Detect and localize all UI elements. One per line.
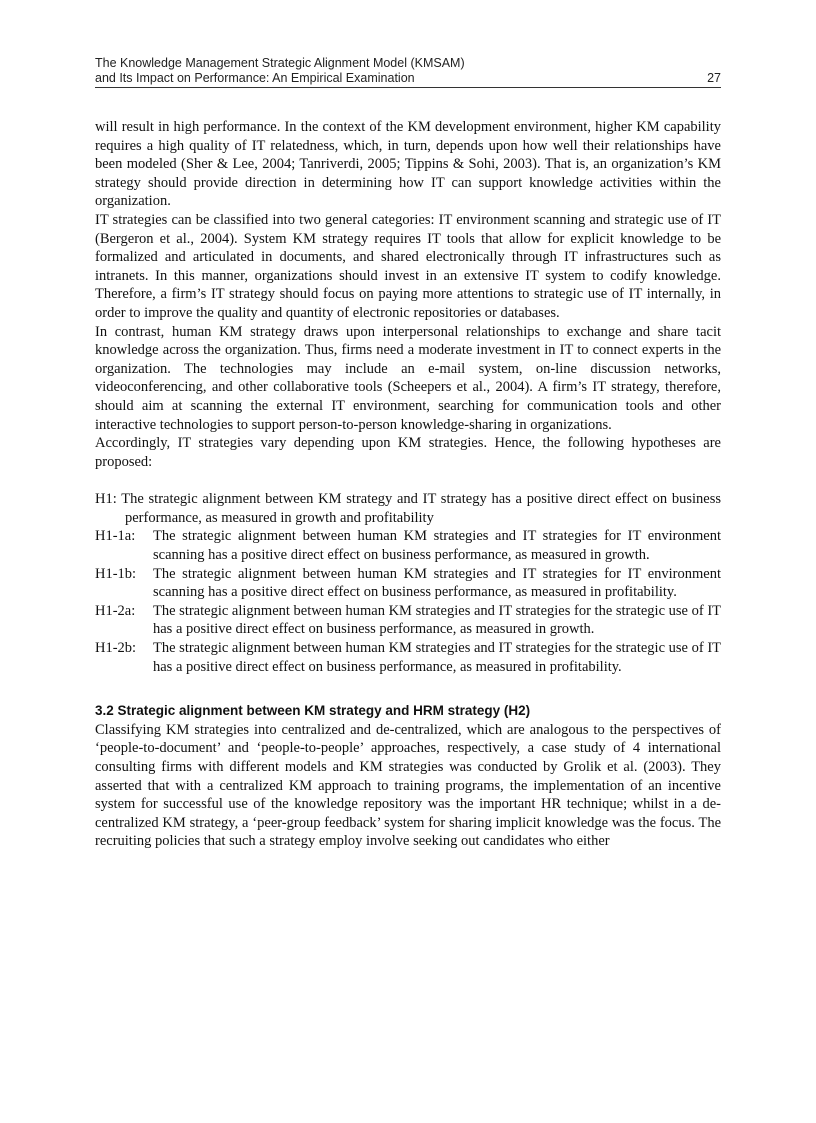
page-body bbox=[95, 118, 721, 851]
hypothesis-text: The strategic alignment between human KM strategies and IT strategies for IT environment scanning has a positive direct effect on business performance, as measured in profitability. bbox=[153, 565, 721, 601]
hypothesis-h1-2a bbox=[95, 602, 721, 639]
paragraph-2: IT strategies can be classified into two general categories: IT environment scanning and strategic use of IT (Bergeron et al., 2004). System KM strategy requires IT tools that allow for explicit knowledge to be formalized and articulated in documents, and shared electronically through IT infrastructures such as intranets. In this manner, organizations should invest in an extensive IT system to codify knowledge. Therefore, a firm’s IT strategy should focus on paying more attentions to strategic use of IT internally, in order to improve the quality and quantity of electronic repositories or databases. bbox=[95, 211, 721, 321]
hypothesis-label: H1-1a: bbox=[95, 528, 136, 545]
spacer bbox=[95, 471, 721, 490]
paragraph-3: In contrast, human KM strategy draws upon interpersonal relationships to exchange and share tacit knowledge across the organization. Thus, firms need a moderate investment in IT to connect experts in the organization. The technologies may include an e-mail system, on-line discussion networks, videoconferencing, and other collaborative tools (Scheepers et al., 2004). A firm’s IT strategy, therefore, should aim at scanning the external IT environment, searching for communication tools and other interactive technologies to support person-to-person knowledge-sharing in organizations. bbox=[95, 323, 721, 433]
hypothesis-text: The strategic alignment between human KM strategies and IT strategies for the strategic use of IT has a positive direct effect on business performance, as measured in profitability. bbox=[153, 640, 721, 675]
hypothesis-text: The strategic alignment between human KM strategies and IT strategies for IT environment scanning has a positive direct effect on business performance, as measured in growth. bbox=[153, 528, 721, 564]
hypothesis-label: H1-1b: bbox=[95, 565, 137, 582]
section-paragraph: Classifying KM strategies into centralized and de-centralized, which are analogous to the perspectives of ‘people-to-document’ and ‘people-to-people’ approaches, respectively, a case study of 4 international consulting firms with different models and KM strategies was conducted by Grolik et al. (2003). They asserted that with a centralized KM approach to training programs, the implementation of an incentive system for successful use of the knowledge repository was the important HR technique; whilst in a de-centralized KM strategy, a ‘peer-group feedback’ system for sharing implicit knowledge was the focus. The recruiting policies that such a strategy employ involve seeking out candidates who either bbox=[95, 721, 721, 850]
hypothesis-text: The strategic alignment between human KM strategies and IT strategies for the strategic use of IT has a positive direct effect on business performance, as measured in growth. bbox=[153, 602, 721, 638]
paragraph-1: will result in high performance. In the context of the KM development environment, higher KM capability requires a high quality of IT relatedness, which, in turn, depends upon how well their relationships have been modeled (Sher & Lee, 2004; Tanriverdi, 2005; Tippins & Sohi, 2003). That is, an organization’s KM strategy should provide direction in determining how IT can support knowledge activities within the organization. bbox=[95, 119, 721, 210]
hypothesis-label: H1-2b: bbox=[95, 640, 137, 657]
hypothesis-h1: H1: The strategic alignment between KM strategy and IT strategy has a positive direct effect on business performance, as measured in growth and profitability bbox=[95, 491, 721, 526]
page-number: 27 bbox=[707, 71, 721, 85]
hypothesis-h1-1a bbox=[95, 527, 721, 564]
section-heading: 3.2 Strategic alignment between KM strategy and HRM strategy (H2) bbox=[95, 703, 531, 719]
running-header bbox=[95, 56, 721, 88]
hypothesis-label: H1-2a: bbox=[95, 602, 136, 619]
header-title-line-1: The Knowledge Management Strategic Alignment Model (KMSAM) bbox=[95, 56, 465, 70]
hypothesis-h1-2b bbox=[95, 639, 721, 676]
header-title-line-2: and Its Impact on Performance: An Empirical Examination bbox=[95, 71, 415, 85]
spacer bbox=[95, 676, 721, 702]
paragraph-4: Accordingly, IT strategies vary depending upon KM strategies. Hence, the following hypotheses are proposed: bbox=[95, 435, 721, 470]
hypothesis-h1-1b bbox=[95, 565, 721, 602]
